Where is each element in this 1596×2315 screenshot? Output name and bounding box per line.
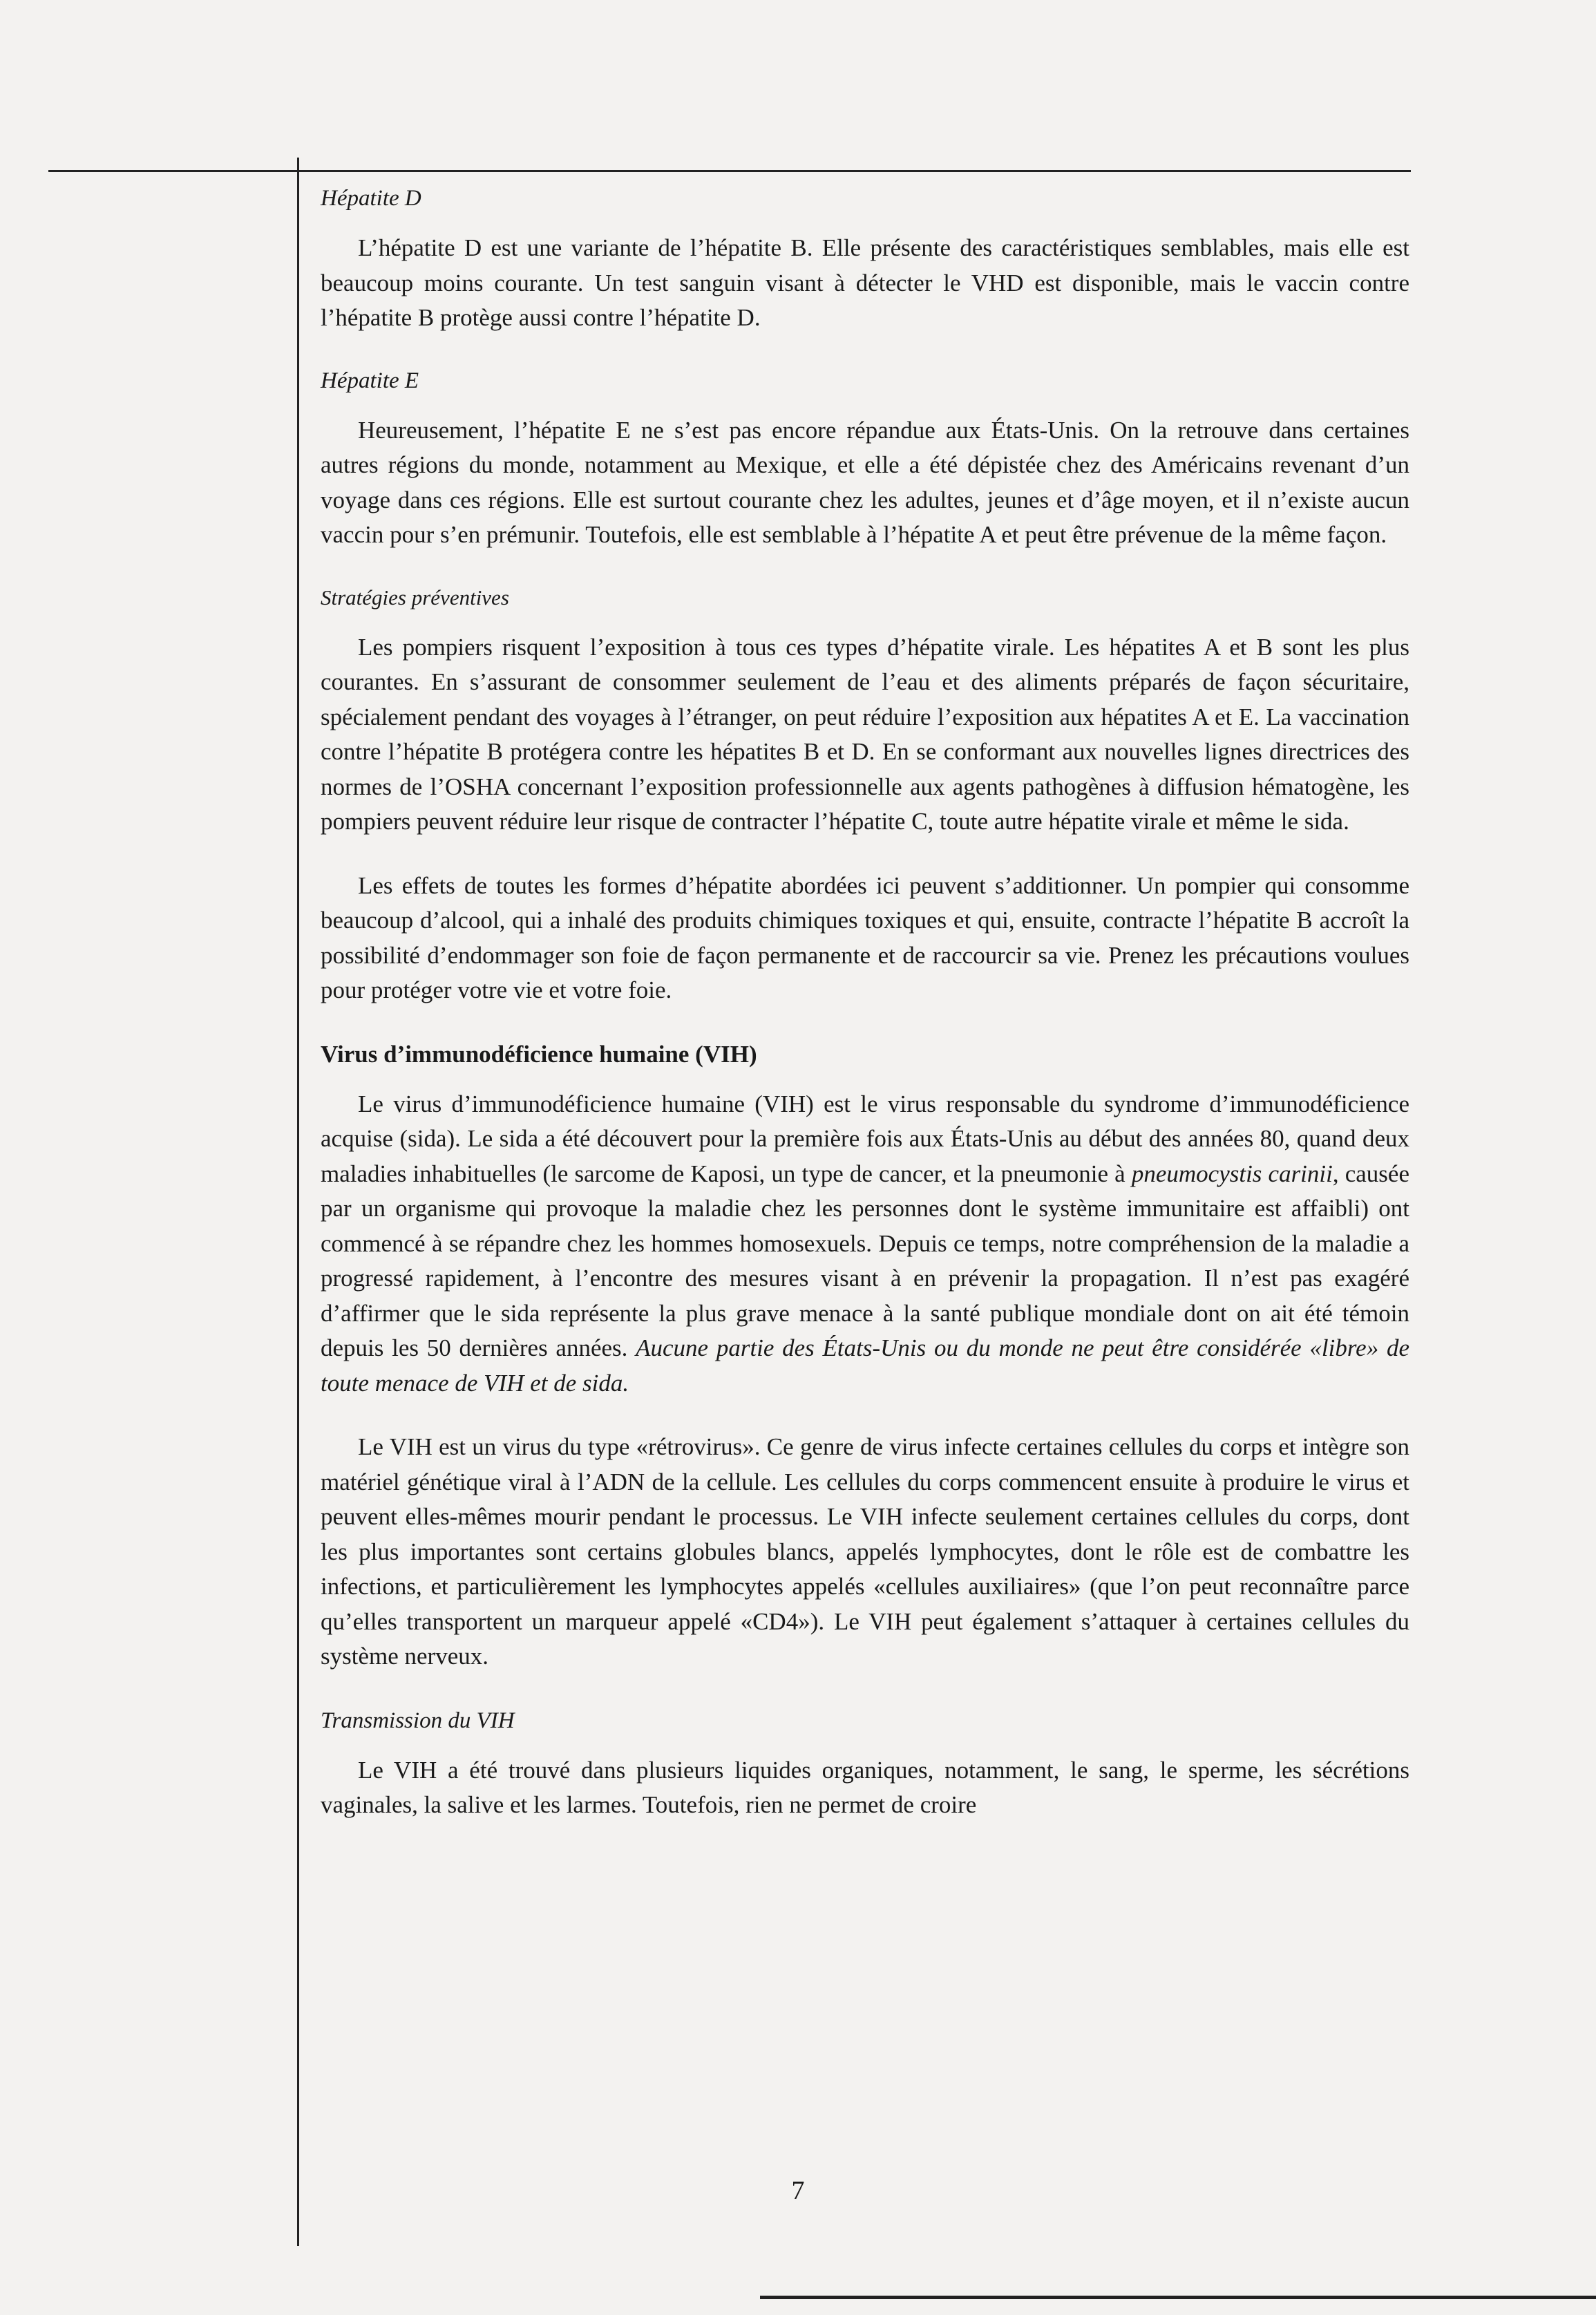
heading-hepatite-e: Hépatite E (321, 368, 419, 393)
paragraph-strategies-1: Les pompiers risquent l’exposition à tous ces types d’hépatite virale. Les hépatites A et B sont les plus courantes. En s’assurant de consommer seulement de l’eau et des aliments préparés de façon sécuritaire, spécialement pendant des voyages à l’étranger, on peut réduire l’exposition aux hépatites A et E. La vaccination contre l’hépatite B protégera contre les hépatites B et D. En se conformant aux nouvelles lignes directrices des normes de l’OSHA concernant l’exposition professionnelle aux agents pathogènes à diffusion hématogène, les pompiers peuvent réduire leur risque de contracter l’hépatite C, toute autre hépatite virale et même le sida. (321, 633, 1409, 835)
left-margin-rule (297, 158, 299, 2246)
vih-italic-term: pneumocystis carinii (1131, 1160, 1333, 1187)
paragraph-vih-2: Le VIH est un virus du type «rétrovirus». Ce genre de virus infecte certaines cellules du corps et intègre son matériel génétique viral à l’ADN de la cellule. Les cellules du corps commencent ensuite à produire le virus et peuvent elles-mêmes mourir pendant le processus. Le VIH infecte seulement certaines cellules du corps, dont les plus importantes sont certains globules blancs, appelés lymphocytes, dont le rôle est de combattre les infections, et particulièrement les lymphocytes appelés «cellules auxiliaires» (que l’on peut reconnaître parce qu’elles transportent un marqueur appelé «CD4»). Le VIH peut également s’attaquer à certaines cellules du système nerveux. (321, 1433, 1409, 1670)
heading-strategies-preventives: Stratégies préventives (321, 585, 509, 610)
heading-vih: Virus d’immunodéficience humaine (VIH) (321, 1040, 757, 1068)
paragraph-transmission-1: Le VIH a été trouvé dans plusieurs liquides organiques, notamment, le sang, le sperme, les sécrétions vaginales, la salive et les larmes. Toutefois, rien ne permet de croire (321, 1756, 1409, 1818)
paragraph-vih-1 (321, 1087, 1409, 1401)
page-content (321, 181, 1409, 1852)
heading-transmission-vih: Transmission du VIH (321, 1708, 515, 1733)
heading-hepatite-d: Hépatite D (321, 186, 421, 211)
paragraph-strategies-2: Les effets de toutes les formes d’hépatite abordées ici peuvent s’additionner. Un pompier qui consomme beaucoup d’alcool, qui a inhalé des produits chimiques toxiques et qui, ensuite, contracte l’hépatite B accroît la possibilité d’endommager son foie de façon permanente et de raccourcir sa vie. Prenez les précautions voulues pour protéger votre vie et votre foie. (321, 871, 1409, 1003)
vih-text-part-1: Le virus d’immunodéficience humaine (VIH) est le virus responsable du syndrome d’immunodéficience acquise (sida). Le sida a été découvert pour la première fois aux États-Unis au début des années 80, quand deux maladies inhabituelles (le sarcome de Kaposi, un type de cancer, et la pneumonie à (321, 1090, 1409, 1187)
page-number: 7 (791, 2176, 805, 2205)
vih-text-part-2: , causée par un organisme qui provoque la maladie chez les personnes dont le système immunitaire est affaibli) ont commencé à se répandre chez les hommes homosexuels. Depuis ce temps, notre compréhension de la maladie a progressé rapidement, à l’encontre des mesures visant à en prévenir la propagation. Il n’est pas exagéré d’affirmer que le sida représente la plus grave menace à la santé publique mondiale dont on ait été témoin depuis les 50 dernières années. (321, 1160, 1409, 1361)
paragraph-hepatite-d: L’hépatite D est une variante de l’hépatite B. Elle présente des caractéristiques semblables, mais elle est beaucoup moins courante. Un test sanguin visant à détecter le VHD est disponible, mais le vaccin contre l’hépatite B protège aussi contre l’hépatite D. (321, 234, 1409, 331)
top-rule (48, 170, 1411, 172)
vih-italic-statement: Aucune partie des États-Unis ou du monde ne peut être considérée «libre» de toute menace de VIH et de sida. (321, 1334, 1409, 1397)
bottom-rule (760, 2296, 1596, 2299)
paragraph-hepatite-e: Heureusement, l’hépatite E ne s’est pas encore répandue aux États-Unis. On la retrouve dans certaines autres régions du monde, notamment au Mexique, et elle a été dépistée chez des Américains revenant d’un voyage dans ces régions. Elle est surtout courante chez les adultes, jeunes et d’âge moyen, et il n’existe aucun vaccin pour s’en prémunir. Toutefois, elle est semblable à l’hépatite A et peut être prévenue de la même façon. (321, 416, 1409, 548)
